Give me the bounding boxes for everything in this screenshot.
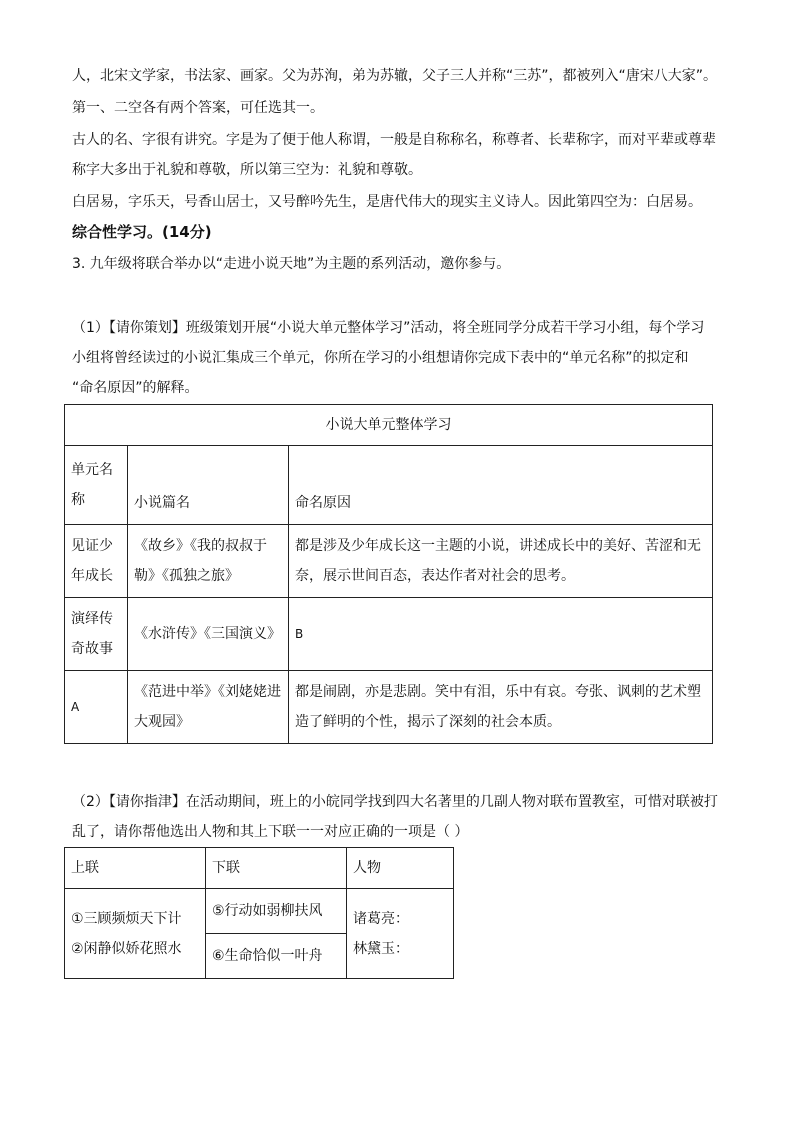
- list-item: 诸葛亮：: [353, 910, 409, 927]
- header-lower-couplet: 下联: [206, 848, 347, 889]
- header-upper-couplet: 上联: [65, 848, 206, 889]
- titles-cell: 《水浒传》《三国演义》: [128, 598, 289, 671]
- titles-cell: 《故乡》《我的叔叔于 勒》《孤独之旅》: [128, 525, 289, 598]
- lower-couplets-cell: [206, 889, 347, 979]
- list-item: ②闲静似娇花照水: [71, 940, 182, 957]
- section-heading: 综合性学习。(14分): [72, 223, 212, 241]
- unit-cell: 见证少 年成长: [65, 525, 128, 598]
- list-item: ⑥生命恰似一叶舟: [206, 933, 346, 978]
- characters-cell: [347, 889, 454, 979]
- header-unit-name: 单元名 称: [65, 446, 128, 525]
- question-3: 3. 九年级将联合举办以“走进小说天地”为主题的系列活动，邀你参与。: [72, 256, 511, 272]
- table-row: [65, 525, 713, 598]
- question-3-2-line1: （2）【请你指津】在活动期间，班上的小皖同学找到四大名著里的几副人物对联布置教室，可惜对联被打: [72, 794, 718, 810]
- table-title: 小说大单元整体学习: [65, 405, 713, 446]
- couplet-table: [64, 847, 454, 979]
- list-item: 林黛玉：: [353, 940, 409, 957]
- reason-cell: B: [289, 598, 713, 671]
- paragraph-names-1: 古人的名、字很有讲究。字是为了便于他人称谓，一般是自称称名，称尊者、长辈称字，而对平辈或尊辈: [72, 132, 716, 148]
- upper-couplets-cell: [65, 889, 206, 979]
- unit-cell: 演绎传 奇故事: [65, 598, 128, 671]
- question-3-1-line3: “命名原因”的解释。: [72, 380, 199, 396]
- titles-cell: 《范进中举》《刘姥姥进 大观园》: [128, 671, 289, 744]
- header-character: 人物: [347, 848, 454, 889]
- table-row: [65, 671, 713, 744]
- list-item: ⑤行动如弱柳扶风: [212, 903, 323, 919]
- reason-cell: 都是闹剧，亦是悲剧。笑中有泪，乐中有哀。夸张、讽刺的艺术塑 造了鲜明的个性，揭示了深刻的社会本质。: [289, 671, 713, 744]
- paragraph-su-shi: 人，北宋文学家，书法家、画家。父为苏洵，弟为苏辙，父子三人并称“三苏”，都被列入“唐宋八大家”。: [72, 68, 718, 84]
- unit-cell: A: [65, 671, 128, 744]
- table-row: [65, 598, 713, 671]
- question-3-1-line2: 小组将曾经读过的小说汇集成三个单元，你所在学习的小组想请你完成下表中的“单元名称”的拟定和: [72, 350, 689, 366]
- question-3-1-line1: （1）【请你策划】班级策划开展“小说大单元整体学习”活动，将全班同学分成若干学习小组，每个学习: [72, 320, 705, 336]
- question-3-2-line2: 乱了，请你帮他选出人物和其上下联一一对应正确的一项是（ ）: [72, 824, 469, 840]
- list-item: ①三顾频烦天下计: [71, 910, 182, 927]
- novel-unit-table: [64, 404, 713, 744]
- paragraph-answer-note: 第一、二空各有两个答案，可任选其一。: [72, 100, 324, 116]
- reason-cell: 都是涉及少年成长这一主题的小说，讲述成长中的美好、苦涩和无 奈，展示世间百态，表达作者对社会的思考。: [289, 525, 713, 598]
- header-novel-titles: 小说篇名: [128, 446, 289, 525]
- paragraph-bai-juyi: 白居易，字乐天，号香山居士，又号醉吟先生，是唐代伟大的现实主义诗人。因此第四空为：白居易。: [72, 194, 702, 210]
- header-naming-reason: 命名原因: [289, 446, 713, 525]
- paragraph-names-2: 称字大多出于礼貌和尊敬，所以第三空为：礼貌和尊敬。: [72, 162, 422, 178]
